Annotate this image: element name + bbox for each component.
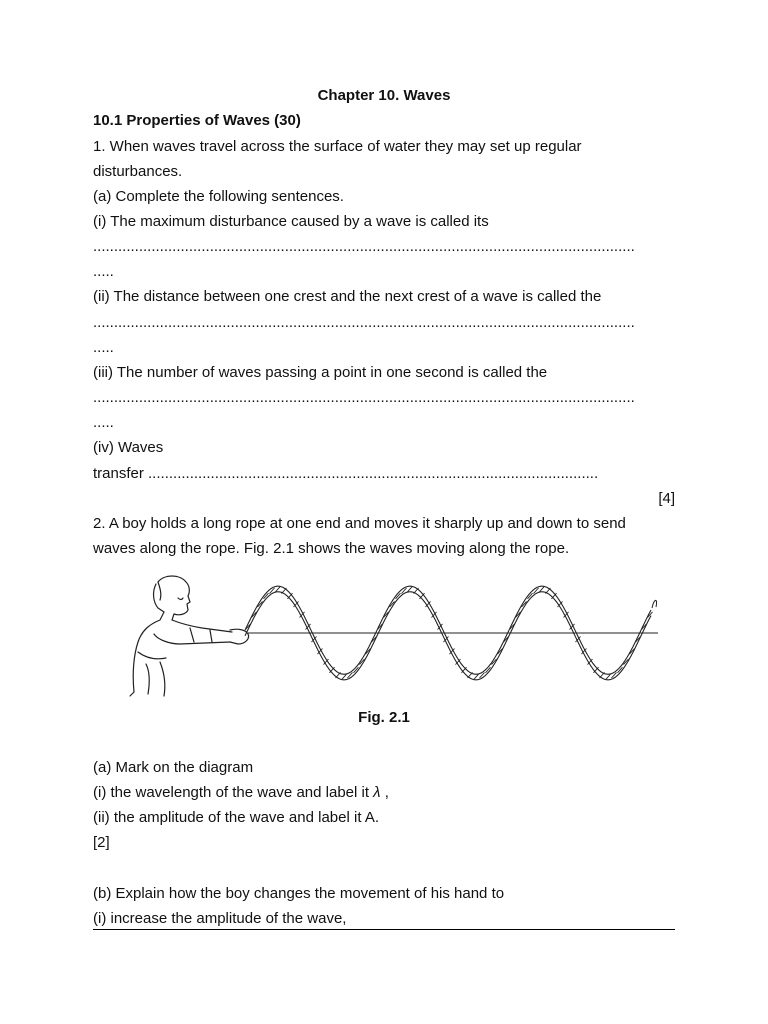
rope-twist-mark xyxy=(606,674,611,680)
rope-twist-mark xyxy=(414,588,419,594)
q2-intro-line-1: 2. A boy holds a long rope at one end and moves it sharply up and down to send xyxy=(93,515,626,532)
boy-illustration xyxy=(130,576,249,696)
section-heading: 10.1 Properties of Waves (30) xyxy=(93,112,301,129)
rope-twist-mark xyxy=(282,588,287,594)
q1-part-a: (a) Complete the following sentences. xyxy=(93,188,344,205)
rope-edge-upper xyxy=(245,586,651,674)
q1-i-answer-dots-end: ..... xyxy=(93,263,114,280)
rope-twist-mark xyxy=(336,672,341,678)
q2-a-i xyxy=(93,784,678,802)
rope-twist-mark xyxy=(276,586,281,592)
q1-intro-line-2: disturbances. xyxy=(93,163,183,180)
q2-b-i: (i) increase the amplitude of the wave, xyxy=(93,910,347,927)
q1-iii-answer-dots[interactable]: .................................................................................................................................. xyxy=(93,389,635,406)
q1-ii-answer-dots-end: ..... xyxy=(93,339,114,356)
q1-iii-answer-dots-end: ..... xyxy=(93,414,114,431)
q1-i-answer-dots[interactable]: .................................................................................................................................. xyxy=(93,238,635,255)
q2-b-i-answer-line[interactable] xyxy=(93,929,675,930)
rope-twist-mark xyxy=(474,674,479,680)
q1-intro-line-1: 1. When waves travel across the surface of water they may set up regular xyxy=(93,138,582,155)
lambda-symbol: λ xyxy=(373,784,381,801)
q2-a-marks: [2] xyxy=(93,834,110,851)
q2-part-a: (a) Mark on the diagram xyxy=(93,759,254,776)
chapter-title: Chapter 10. Waves xyxy=(317,87,451,104)
figure-boy-rope-wave xyxy=(120,572,665,700)
rope-twist-mark xyxy=(540,586,545,592)
rope-twist-mark xyxy=(600,672,605,678)
rope-edge-lower xyxy=(245,592,651,680)
q1-marks: [4] xyxy=(658,490,675,507)
q1-question-iv: (iv) Waves xyxy=(93,439,164,456)
q2-a-ii: (ii) the amplitude of the wave and label it A. xyxy=(93,809,379,826)
figure-caption: Fig. 2.1 xyxy=(358,709,410,726)
q1-question-ii: (ii) The distance between one crest and the next crest of a wave is called the xyxy=(93,288,602,305)
rope-twist-mark xyxy=(546,588,551,594)
q1-iv-answer-line[interactable]: transfer ............................................................................................................ xyxy=(93,465,599,482)
rope-twist-mark xyxy=(468,672,473,678)
rope-end xyxy=(652,600,657,608)
q2-intro-line-2: waves along the rope. Fig. 2.1 shows the waves moving along the rope. xyxy=(93,540,570,557)
rope-twist-mark xyxy=(408,586,413,592)
q1-question-iii: (iii) The number of waves passing a point in one second is called the xyxy=(93,364,548,381)
q2-part-b: (b) Explain how the boy changes the movement of his hand to xyxy=(93,885,505,902)
q1-ii-answer-dots[interactable]: .................................................................................................................................. xyxy=(93,314,635,331)
q2-a-i-suffix: , xyxy=(380,784,389,801)
rope-twist-mark xyxy=(342,674,347,680)
q1-question-i: (i) The maximum disturbance caused by a wave is called its xyxy=(93,213,489,230)
q2-a-i-text: (i) the wavelength of the wave and label it xyxy=(93,784,369,801)
